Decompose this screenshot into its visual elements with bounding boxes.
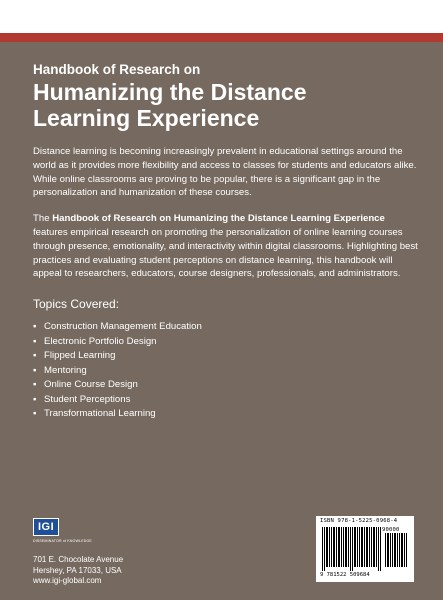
topic-label: Construction Management Education <box>44 321 202 333</box>
address-line-1: 701 E. Chocolate Avenue <box>33 555 124 564</box>
logo-text: IGI <box>33 518 59 536</box>
description-prefix: The <box>33 213 53 225</box>
cover-content <box>33 62 418 422</box>
topic-item <box>33 335 418 350</box>
topic-label: Electronic Portfolio Design <box>44 335 157 347</box>
book-title <box>33 79 418 131</box>
topic-item <box>33 320 418 335</box>
topic-item <box>33 378 418 393</box>
logo-mark <box>33 516 95 538</box>
description-body: features empirical research on promoting the personalization of online learning courses through presence, emotionality, and interactivity within digital classrooms. Highlighting best practices and evaluating student perceptions on distance learning, this handbook will appeal to researchers, educators, course designers, professionals, and administrators. <box>33 226 418 280</box>
barcode-addon: 90000 <box>382 527 400 533</box>
topic-label: Student Perceptions <box>44 393 131 405</box>
publisher-block <box>33 516 123 587</box>
topic-item <box>33 407 418 422</box>
red-band <box>0 33 443 42</box>
series-title: Handbook of Research on <box>33 62 201 77</box>
isbn-barcode <box>316 516 414 582</box>
bullet-icon: ▪ <box>33 408 37 420</box>
igi-logo <box>33 516 123 543</box>
topics-heading: Topics Covered: <box>33 297 120 312</box>
topics-list <box>33 320 418 422</box>
bullet-icon: ▪ <box>33 350 37 362</box>
description-paragraph <box>33 212 418 281</box>
logo-tagline: DISSEMINATOR of KNOWLEDGE <box>33 539 92 543</box>
barcode-digits: 9 781522 509684 <box>320 572 370 578</box>
bullet-icon: ▪ <box>33 321 37 333</box>
topic-label: Online Course Design <box>44 379 138 391</box>
address-line-2: Hershey, PA 17033, USA <box>33 565 122 575</box>
bullet-icon: ▪ <box>33 364 37 376</box>
barcode-bars-icon <box>322 527 408 571</box>
description-bold-title: Handbook of Research on Humanizing the Distance Learning Experience <box>52 213 385 225</box>
publisher-website: www.igi-global.com <box>33 576 102 585</box>
title-line-2: Learning Experience <box>33 105 260 131</box>
isbn-label: ISBN 978-1-5225-0968-4 <box>320 518 398 524</box>
bullet-icon: ▪ <box>33 335 37 347</box>
intro-paragraph: Distance learning is becoming increasingly prevalent in educational settings around the world as it provides more flexibility and access to classes for students and educators alike. While online classrooms are proving to be popular, there is a significant gap in the personalization and humanization of these courses. <box>33 146 417 199</box>
topic-label: Mentoring <box>44 364 87 376</box>
topic-item <box>33 364 418 379</box>
bullet-icon: ▪ <box>33 393 37 405</box>
topic-label: Transformational Learning <box>44 408 156 420</box>
topic-item <box>33 349 418 364</box>
bullet-icon: ▪ <box>33 379 37 391</box>
topic-item <box>33 393 418 408</box>
publisher-address <box>33 555 123 587</box>
topic-label: Flipped Learning <box>44 350 116 362</box>
top-white-strip <box>0 0 443 33</box>
title-line-1: Humanizing the Distance <box>33 79 307 105</box>
